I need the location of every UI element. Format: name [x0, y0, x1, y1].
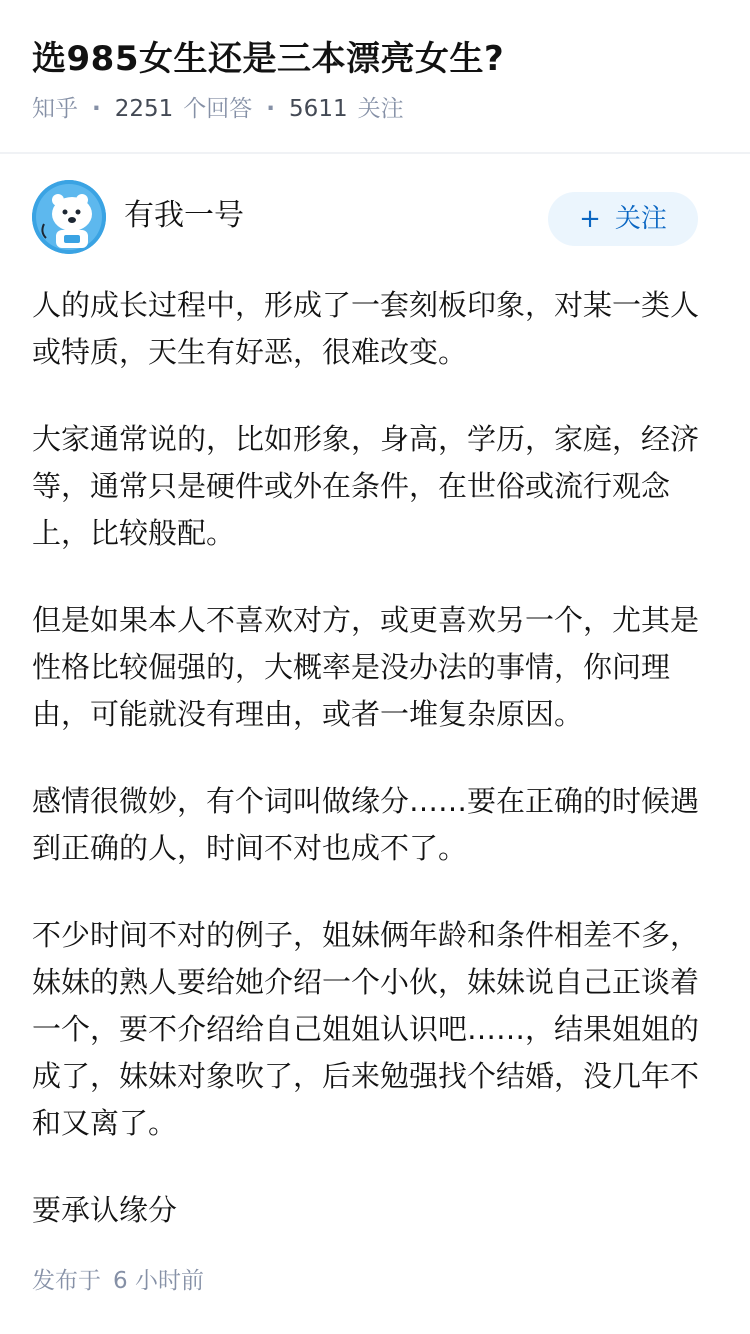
plus-icon: + [579, 204, 601, 234]
answer-paragraph: 感情很微妙，有个词叫做缘分……要在正确的时候遇到正确的人，时间不对也成不了。 [32, 784, 700, 865]
answer-count: 2251 [114, 96, 174, 122]
author-row [0, 180, 750, 260]
publish-time [32, 1264, 204, 1298]
author-name[interactable]: 有我一号 [124, 198, 244, 233]
question-title[interactable]: 选985女生还是三本漂亮女生? [32, 39, 505, 79]
answer-paragraph: 大家通常说的，比如形象，身高，学历，家庭，经济等，通常只是硬件或外在条件，在世俗或流行观念上，比较般配。 [32, 422, 700, 550]
answer-paragraph: 但是如果本人不喜欢对方，或更喜欢另一个，尤其是性格比较倔强的，大概率是没办法的事情，你问理由，可能就没有理由，或者一堆复杂原因。 [32, 603, 700, 731]
follow-button-label: 关注 [614, 204, 667, 234]
separator-dot: · [266, 96, 276, 122]
answer-paragraph: 要承认缘分 [32, 1193, 178, 1227]
answer-body [32, 282, 714, 1274]
answer-paragraph: 人的成长过程中，形成了一套刻板印象，对某一类人或特质，天生有好恶，很难改变。 [32, 288, 700, 369]
follow-count-label: 关注 [357, 96, 404, 122]
answer-paragraph: 不少时间不对的例子，姐妹俩年龄和条件相差不多，妹妹的熟人要给她介绍一个小伙，妹妹说自己正谈着一个，要不介绍给自己姐姐认识吧……，结果姐姐的成了，妹妹对象吹了，后来勉强找个结婚，没几年不和又离了。 [32, 918, 700, 1140]
follow-count: 5611 [289, 96, 348, 122]
question-meta [32, 92, 404, 126]
avatar-polar-bear-icon[interactable] [32, 180, 106, 254]
published-label: 发布于 [32, 1268, 101, 1294]
source-label[interactable]: 知乎 [32, 96, 78, 122]
question-header [0, 0, 750, 150]
follow-button[interactable] [548, 192, 698, 246]
divider [0, 152, 750, 154]
answer-count-label[interactable]: 个回答 [183, 96, 253, 122]
separator-dot: · [92, 96, 101, 122]
published-time: 6 小时前 [113, 1268, 204, 1294]
